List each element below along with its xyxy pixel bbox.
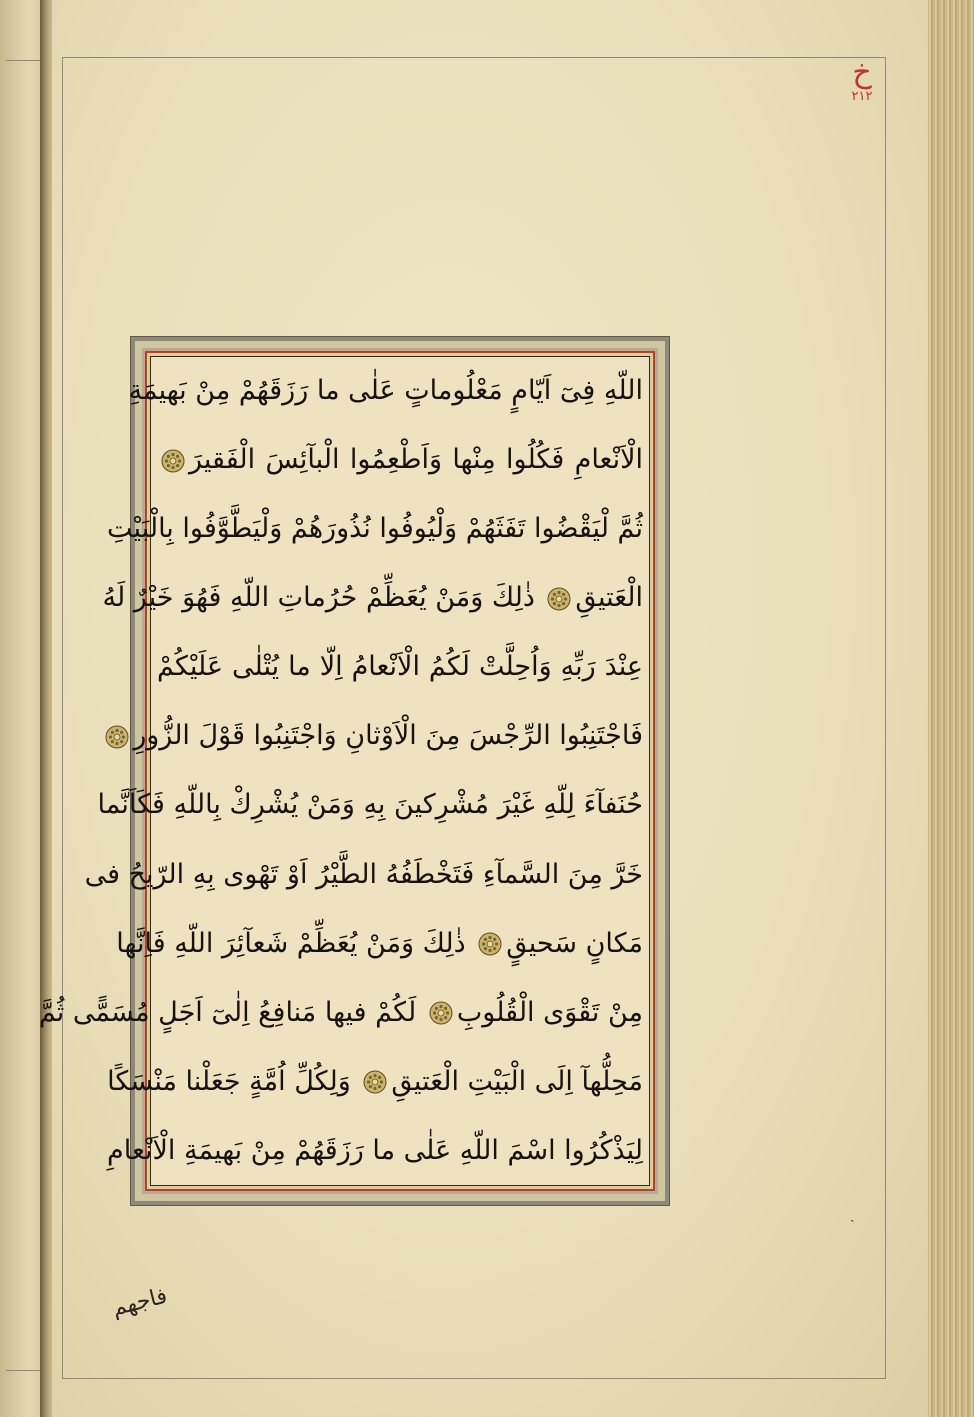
stray-ink-mark: ˎ bbox=[850, 1207, 855, 1223]
verse-rosette-icon bbox=[104, 724, 130, 750]
left-page-rule bbox=[6, 60, 40, 61]
verse-rosette-icon bbox=[477, 931, 503, 957]
line-text-segment: لَكُمْ فيها مَنافِعُ اِلٰىٓ اَجَلٍ مُسَمًّى ثُمَّ bbox=[38, 996, 425, 1028]
verse-rosette-icon bbox=[160, 448, 186, 474]
verse-rosette-icon bbox=[428, 1000, 454, 1026]
line-text-segment: ذٰلِكَ وَمَنْ يُعَظِّمْ حُرُماتِ اللّهِ فَهُوَ خَيْرٌ لَهُ bbox=[102, 582, 544, 614]
text-line bbox=[157, 430, 643, 490]
folio-number: ٢١٢ bbox=[851, 89, 873, 104]
line-text-segment: وَلِكُلِّ اُمَّةٍ جَعَلْنا مَنْسَكًا bbox=[107, 1065, 360, 1097]
line-text-segment: فَاجْتَنِبُوا الرِّجْسَ مِنَ الْاَوْثانِ وَاجْتَنِبُوا قَوْلَ الزُّورِ bbox=[133, 720, 643, 752]
page-stack-edge bbox=[928, 0, 974, 1417]
catchword: فاجهم bbox=[109, 1283, 170, 1322]
text-line: اللّهِ فِىٓ اَيّامٍ مَعْلُوماتٍ عَلٰى ما رَزَقَهُمْ مِنْ بَهيمَةِ bbox=[128, 375, 643, 406]
text-line: خَرَّ مِنَ السَّمآءِ فَتَخْطَفُهُ الطَّيْرُ اَوْ تَهْوى بِهِ الرّيحُ فى bbox=[84, 858, 643, 890]
line-text-segment: الْاَنْعامِ فَكُلُوا مِنْها وَاَطْعِمُوا الْبآئِسَ الْفَقيرَ bbox=[189, 444, 643, 476]
text-line: حُنَفآءَ لِلّهِ غَيْرَ مُشْرِكينَ بِهِ وَمَنْ يُشْرِكْ بِاللّهِ فَكَاَنَّما bbox=[97, 789, 643, 821]
text-line bbox=[102, 568, 643, 628]
line-text-segment: مَكانٍ سَحيقٍ bbox=[506, 927, 643, 959]
left-page-rule bbox=[6, 1370, 40, 1371]
text-line: عِنْدَ رَبِّهِ وَاُحِلَّتْ لَكُمُ الْاَنْعامُ اِلّا ما يُتْلٰى عَلَيْكُمْ bbox=[157, 651, 643, 683]
text-line bbox=[133, 706, 643, 766]
line-text-segment: مَحِلُّهآ اِلَى الْبَيْتِ الْعَتيقِ bbox=[391, 1065, 643, 1097]
line-text-segment: الْعَتيقِ bbox=[575, 582, 643, 614]
verse-rosette-icon bbox=[362, 1069, 388, 1095]
text-block bbox=[38, 356, 650, 1186]
text-line: لِيَذْكُرُوا اسْمَ اللّهِ عَلٰى ما رَزَقَهُمْ مِنْ بَهيمَةِ الْاَنْعامِ bbox=[107, 1134, 643, 1166]
folio-marker bbox=[842, 55, 882, 104]
line-text-segment: مِنْ تَقْوَى الْقُلُوبِ bbox=[456, 996, 643, 1028]
verse-rosette-icon bbox=[546, 586, 572, 612]
text-line bbox=[107, 1052, 643, 1112]
folio-letter: خ bbox=[852, 55, 872, 90]
text-line: ثُمَّ لْيَقْضُوا تَفَثَهُمْ وَلْيُوفُوا نُذُورَهُمْ وَلْيَطَّوَّفُوا بِالْبَيْتِ bbox=[107, 513, 643, 545]
text-line bbox=[38, 983, 643, 1043]
text-line bbox=[116, 914, 643, 974]
line-text-segment: ذٰلِكَ وَمَنْ يُعَظِّمْ شَعآئِرَ اللّهِ فَاِنَّها bbox=[116, 927, 475, 959]
text-lines bbox=[38, 361, 643, 1181]
text-block-frame bbox=[38, 336, 670, 1206]
